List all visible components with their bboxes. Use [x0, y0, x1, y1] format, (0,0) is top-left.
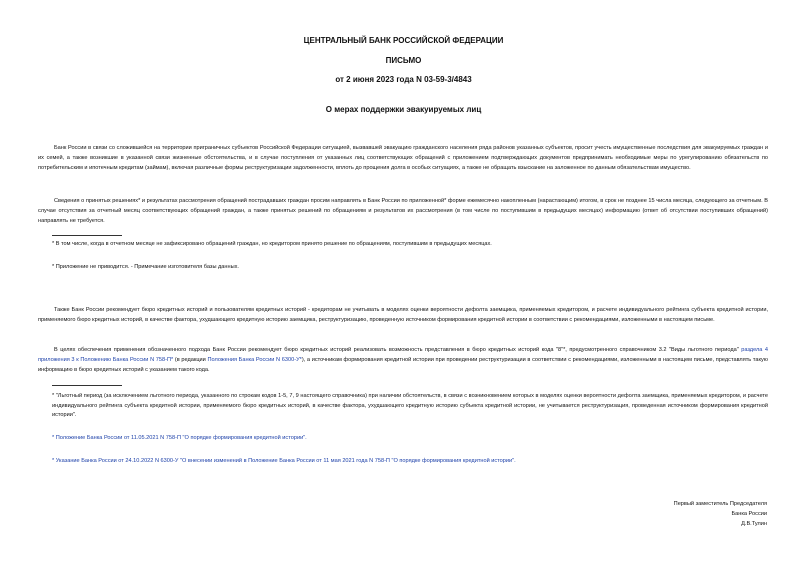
footnote-5-link[interactable]: * Указание Банка России от 24.10.2022 N 6300-У "О внесении изменений в Положение Банка России от 11 мая 2021 года N 758-П "О порядке формирования кредитной истории".: [52, 458, 516, 464]
paragraph-4: В целях обеспечения применения обозначенного подхода Банк России рекомендует бюро кредитных историй реализовать возможность представления в бюро кредитных историй кода "8"*, предусмотренного справочником 3.2 "Виды льготного периода" раздела 4 приложения 3 к Положению Банка России N 758-П* (в редакции Положения Банка России N 6300-У*), а источникам формирования кредитной истории при проведении реструктуризации в соответствии с рекомендациями, изложенными в настоящем письме, представлять такую информацию в бюро кредитных историй с указанием такого кода.: [38, 347, 768, 373]
signatory-position: Первый заместитель Председателя: [673, 501, 767, 507]
footnote-3: * "Льготный период (за исключением льготного периода, указанного по строкам кодов 1-5, 7, 9 настоящего справочника) при наличии обстоятельств, в связи с возникновением которых в моделях оценки вероятности дефолта заемщика, применяемых кредитором, и расчете индивидуального рейтинга субъекта кредитной истории, применяемого бюро кредитных историй, в качестве фактора, ухудшающего кредитную историю субъекта кредитной истории, не учитывается реструктуризация, проведенная источником формирования кредитной истории".: [52, 393, 768, 419]
paragraph-3: Также Банк России рекомендует бюро кредитных историй и пользователям кредитных историй - кредиторам не учитывать в моделях оценки вероятности дефолта заемщика, применяемых кредитором, и расчете индивидуального рейтинга субъекта кредитной истории, применяемого бюро кредитных историй, в качестве фактора, ухудшающего кредитную историю заемщика, реструктуризацию, проведенную источником формирования кредитной истории в соответствии с рекомендациями, изложенными в настоящем письме.: [38, 307, 768, 323]
footnote-divider: [52, 235, 122, 236]
signatory-name: Д.В.Тулин: [741, 521, 767, 527]
footnote-1: * В том числе, когда в отчетном месяце не зафиксировано обращений граждан, но кредитором принято решение по обращениям, поступившим в предыдущих месяцах.: [52, 241, 492, 247]
document-reference: от 2 июня 2023 года N 03-59-3/4843: [335, 75, 472, 84]
signatory-organization: Банка России: [731, 511, 767, 517]
footnote-2: * Приложение не приводится. - Примечание изготовителя базы данных.: [52, 264, 239, 270]
document-title: О мерах поддержки эвакуируемых лиц: [325, 105, 482, 114]
footnote-divider-2: [52, 385, 122, 386]
issuer-heading: ЦЕНТРАЛЬНЫЙ БАНК РОССИЙСКОЙ ФЕДЕРАЦИИ: [303, 36, 504, 45]
regulation-758-link[interactable]: раздела 4 приложения 3 к Положению Банка России N 758-П*: [38, 347, 768, 363]
regulation-6300-link[interactable]: Положения Банка России N 6300-У*: [207, 357, 302, 363]
footnote-4-link[interactable]: * Положение Банка России от 11.05.2021 N 758-П "О порядке формирования кредитной истории".: [52, 435, 307, 441]
paragraph-1: Банк России в связи со сложившейся на территории приграничных субъектов Российской Федерации ситуацией, вызвавшей эвакуацию гражданского населения ряда районов указанных субъектов, просит учесть имущественные последствия для эвакуируемых граждан и их семей, а также возникшие в указанной связи жизненные обстоятельства, и в случае поступления от указанных лиц соответствующих обращений с приложением подтверждающих документов предпринимать необходимые меры по урегулированию обязательств по потребительским и ипотечным кредитам (займам), включая различные формы реструктуризации задолженности, вплоть до прощения долга в особых ситуациях, а также не обращать взыскание на заложенное по данным обязательствам имущество.: [38, 145, 768, 171]
document-type: ПИСЬМО: [385, 56, 422, 65]
paragraph-2: Сведения о принятых решениях* и результатах рассмотрения обращений пострадавших граждан просим направлять в Банк России по приложенной* форме ежемесячно накопленным (нарастающим) итогом, в срок не позднее 15 числа месяца, следующего за отчетным. В случае отсутствия за отчетный месяц соответствующих обращений граждан, а также принятых решений по обращениям и результатов их рассмотрения (в том числе по поступившим в предыдущих месяцах) информацию (ответ об отсутствии поступивших обращений) направлять не требуется.: [38, 198, 768, 224]
